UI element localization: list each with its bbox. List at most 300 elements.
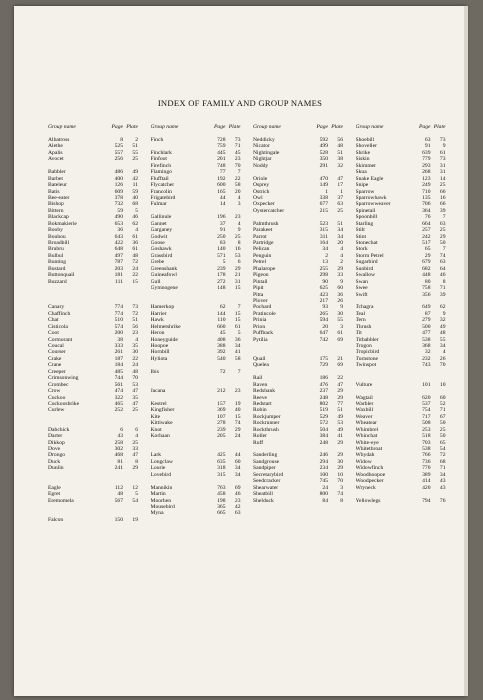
- entry-name: Cisticola: [48, 323, 68, 330]
- entry-page: 83: [219, 240, 226, 246]
- entry-page: 677: [319, 201, 328, 208]
- entry-plate: 74: [439, 252, 446, 259]
- entry-plate: 51: [132, 143, 138, 150]
- entry-plate: 4: [237, 194, 241, 201]
- entry-name: Trogon: [355, 343, 372, 349]
- entry-name: Apalis: [48, 149, 63, 156]
- entry-page: 474: [114, 388, 123, 395]
- entry-page: 279: [422, 317, 431, 324]
- entry-name: Stilt: [355, 227, 365, 234]
- entry-name: Shoebill: [355, 137, 375, 143]
- entry-name: Nightingale: [253, 149, 280, 156]
- entry-page: 32: [424, 349, 431, 356]
- entry-name: Stork: [355, 246, 368, 253]
- entry-page: 201: [217, 156, 226, 163]
- column-header: [48, 124, 151, 137]
- entry-plate: 15: [234, 310, 241, 317]
- entry-page: 763: [217, 484, 226, 491]
- entry-page: 770: [422, 465, 431, 472]
- entry-name: Sandpiper: [253, 465, 276, 472]
- entry-page: 540: [217, 355, 226, 362]
- entry-name: Helmetshrike: [150, 323, 181, 330]
- entry-page: 518: [422, 433, 431, 440]
- entry-page: 14: [219, 201, 226, 208]
- entry-plate: 9: [442, 310, 446, 317]
- entry-name: Knot: [150, 426, 162, 433]
- entry-page: 414: [422, 478, 431, 485]
- entry-plate: 14: [439, 175, 446, 182]
- entry-plate: 73: [234, 137, 241, 143]
- entry-name: Wryneck: [355, 484, 376, 491]
- entry-page: 728: [217, 137, 226, 143]
- entry-name: Quelea: [253, 362, 269, 369]
- entry-page: 499: [319, 143, 328, 150]
- entry-page: 649: [422, 304, 431, 311]
- entry-name: Sandgrouse: [253, 458, 280, 465]
- entry-page: 745: [319, 478, 328, 485]
- entry-page: 759: [217, 143, 226, 150]
- entry-page: 794: [422, 497, 431, 504]
- entry-name: Kingfisher: [150, 407, 175, 414]
- entry-page: 422: [114, 240, 123, 246]
- entry-name: Creeper: [48, 368, 66, 375]
- entry-page: 625: [319, 285, 328, 292]
- entry-name: Warbler: [355, 400, 374, 407]
- entry-name: Fulmar: [150, 201, 167, 208]
- entry-name: Buzzard: [48, 278, 67, 285]
- entry-page: 250: [217, 233, 226, 240]
- entry-name: Godwit: [150, 233, 168, 240]
- entry-name: Rail: [253, 375, 263, 382]
- entry-name: Crimsonwing: [48, 375, 79, 382]
- entry-page: 567: [114, 497, 123, 504]
- entry-plate: 30: [337, 458, 343, 465]
- entry-name: Cuckoo: [48, 394, 66, 401]
- entry-plate: 60: [337, 285, 343, 292]
- entry-page: 148: [217, 285, 226, 292]
- entry-plate: 73: [439, 156, 446, 163]
- index-entry: [48, 517, 151, 523]
- entry-plate: 15: [234, 317, 241, 324]
- entry-name: Hornbill: [150, 349, 170, 356]
- entry-plate: 24: [132, 265, 138, 272]
- entry-plate: 22: [132, 272, 138, 279]
- entry-name: Sparrow: [355, 188, 375, 195]
- entry-name: Waxbill: [355, 407, 374, 414]
- entry-plate: 25: [439, 182, 446, 189]
- entry-plate: 34: [439, 471, 446, 478]
- entry-name: Osprey: [253, 182, 270, 189]
- entry-plate: 9: [442, 143, 446, 150]
- entry-plate: 21: [234, 272, 241, 279]
- entry-plate: 51: [337, 220, 343, 227]
- entry-name: Sheatbill: [253, 491, 273, 498]
- entry-name: Shearwater: [253, 484, 279, 491]
- entry-page: 736: [422, 458, 431, 465]
- entry-plate: 39: [439, 291, 446, 298]
- entry-page: 93: [322, 304, 328, 311]
- entry-page: 664: [422, 220, 431, 227]
- entry-page: 72: [219, 368, 226, 375]
- entry-plate: 34: [439, 343, 446, 349]
- entry-name: Frigatebird: [150, 194, 176, 201]
- index-column: [253, 124, 356, 523]
- entry-page: 234: [319, 465, 328, 472]
- entry-name: Oriole: [253, 175, 268, 182]
- entry-name: Redshank: [253, 388, 276, 395]
- entry-plate: 46: [439, 272, 446, 279]
- entry-page: 368: [422, 343, 431, 349]
- entry-page: 609: [114, 188, 123, 195]
- entry-page: 252: [114, 407, 123, 414]
- entry-page: 779: [422, 156, 431, 163]
- entry-page: 311: [319, 233, 328, 240]
- entry-plate: 31: [439, 162, 446, 169]
- entry-page: 774: [114, 310, 123, 317]
- entry-plate: 4: [135, 433, 138, 440]
- entry-name: Bateleur: [48, 182, 67, 189]
- entry-plate: 4: [442, 349, 446, 356]
- entry-name: Eagle: [48, 484, 61, 491]
- entry-name: Owl: [253, 194, 263, 201]
- entry-name: Shoveller: [355, 143, 377, 150]
- entry-plate: 16: [234, 246, 241, 253]
- entry-plate: 7: [442, 214, 446, 221]
- entry-page: 315: [319, 227, 328, 234]
- entry-page: 200: [114, 330, 123, 337]
- entry-name: Neddicky: [253, 137, 275, 143]
- entry-plate: 30: [337, 310, 343, 317]
- entry-plate: 34: [337, 233, 343, 240]
- index-column: [356, 124, 459, 523]
- entry-page: 528: [319, 149, 328, 156]
- entry-name: Flamingo: [150, 169, 172, 176]
- entry-page: 571: [217, 252, 226, 259]
- entry-page: 594: [319, 317, 328, 324]
- entry-plate: 46: [132, 214, 138, 221]
- entry-name: Teal: [355, 310, 366, 317]
- entry-page: 766: [422, 452, 431, 459]
- entry-page: 187: [114, 355, 123, 362]
- entry-page: 364: [422, 207, 431, 214]
- entry-page: 682: [422, 265, 431, 272]
- entry-name: Swee: [355, 285, 368, 292]
- entry-plate: 7: [442, 246, 446, 253]
- entry-page: 186: [319, 375, 328, 382]
- entry-plate: 46: [234, 491, 241, 498]
- entry-name: Twinspot: [355, 362, 377, 369]
- entry-plate: 40: [234, 407, 241, 414]
- entry-plate: 72: [439, 452, 446, 459]
- entry-name: Avocet: [48, 156, 64, 163]
- entry-page: 350: [319, 156, 328, 163]
- entry-page: 388: [217, 343, 226, 349]
- entry-name: Tchagra: [355, 304, 374, 311]
- entry-name: Whinchat: [355, 433, 378, 440]
- entry-page: 261: [114, 349, 123, 356]
- entry-plate: 69: [337, 362, 343, 369]
- entry-plate: 29: [337, 439, 343, 446]
- entry-plate: 22: [337, 375, 343, 382]
- header-group-name: Group name: [355, 124, 384, 130]
- entry-plate: 16: [439, 194, 446, 201]
- entry-name: Grebe: [150, 259, 165, 266]
- entry-plate: 43: [439, 484, 446, 491]
- entry-name: Heron: [150, 330, 165, 337]
- entry-plate: 61: [132, 246, 138, 253]
- entry-page: 232: [422, 355, 431, 362]
- entry-page: 253: [422, 426, 431, 433]
- entry-name: Boubou: [48, 233, 66, 240]
- entry-page: 140: [217, 246, 226, 253]
- entry-name: Goshawk: [150, 246, 172, 253]
- entry-name: Crow: [48, 388, 61, 395]
- entry-name: Prion: [253, 323, 266, 330]
- entry-name: Yellowlegs: [355, 497, 381, 504]
- entry-plate: 69: [234, 484, 241, 491]
- header-page: Page: [316, 124, 328, 130]
- entry-page: 100: [319, 471, 328, 478]
- entry-page: 272: [217, 278, 226, 285]
- entry-plate: 77: [337, 400, 343, 407]
- entry-page: 400: [114, 175, 123, 182]
- entry-page: 241: [114, 465, 123, 472]
- entry-plate: 38: [337, 156, 343, 163]
- entry-plate: 1: [340, 188, 343, 195]
- entry-page: 87: [424, 310, 431, 317]
- entry-page: 1: [325, 188, 328, 195]
- entry-name: Pelican: [253, 246, 270, 253]
- entry-plate: 71: [439, 407, 446, 414]
- entry-page: 679: [422, 259, 431, 266]
- entry-name: Woodhoopoe: [355, 471, 386, 478]
- entry-name: Whimbrel: [355, 426, 379, 433]
- entry-page: 774: [114, 304, 123, 311]
- entry-page: 497: [114, 252, 123, 259]
- entry-name: Swan: [355, 278, 368, 285]
- entry-plate: 53: [234, 252, 241, 259]
- page-edge: [464, 6, 468, 696]
- entry-plate: 49: [337, 413, 343, 420]
- entry-plate: 62: [439, 304, 446, 311]
- entry-page: 249: [422, 182, 431, 189]
- entry-plate: 22: [132, 355, 138, 362]
- entry-page: 525: [114, 143, 123, 150]
- entry-plate: 47: [132, 452, 138, 459]
- entry-page: 744: [114, 375, 123, 382]
- entry-plate: 64: [439, 265, 446, 272]
- entry-plate: 54: [132, 497, 138, 504]
- entry-page: 510: [114, 317, 123, 324]
- entry-plate: [226, 517, 241, 523]
- entry-plate: 3: [340, 323, 343, 330]
- entry-page: 504: [319, 426, 328, 433]
- entry-plate: 26: [439, 355, 446, 362]
- entry-name: [356, 517, 415, 523]
- entry-name: Stint: [355, 233, 367, 240]
- entry-name: Partridge: [253, 240, 274, 246]
- book-page: [14, 6, 466, 696]
- entry-name: Garganey: [150, 227, 173, 234]
- entry-name: Alethe: [48, 143, 63, 150]
- entry-name: Tropicbird: [355, 349, 380, 356]
- entry-name: Bustard: [48, 265, 66, 272]
- entry-page: 84: [322, 497, 328, 504]
- column-header: [356, 124, 459, 137]
- entry-plate: 56: [132, 323, 138, 330]
- entry-plate: 8: [135, 458, 138, 465]
- entry-page: 315: [217, 471, 226, 478]
- entry-plate: 73: [132, 304, 138, 311]
- entry-name: Martin: [150, 491, 166, 498]
- entry-plate: 52: [439, 400, 446, 407]
- entry-name: Bokmakierie: [48, 220, 77, 227]
- entry-page: 425: [217, 452, 226, 459]
- entry-name: Swallow: [355, 272, 376, 279]
- entry-plate: 19: [132, 516, 138, 523]
- entry-plate: 25: [234, 233, 241, 240]
- entry-name: Seedcracker: [253, 478, 281, 485]
- entry-plate: 4: [237, 220, 241, 227]
- entry-plate: 24: [234, 433, 241, 440]
- entry-name: Sanderling: [253, 452, 278, 459]
- entry-page: 107: [217, 413, 226, 420]
- entry-name: Prinia: [253, 317, 267, 324]
- entry-page: 65: [424, 246, 431, 253]
- entry-page: 215: [319, 207, 328, 214]
- entry-name: Phalarope: [253, 265, 276, 272]
- entry-plate: 63: [439, 220, 446, 227]
- entry-plate: 74: [234, 420, 241, 427]
- entry-page: 20: [322, 323, 328, 330]
- entry-plate: 59: [132, 188, 138, 195]
- entry-page: 111: [115, 278, 123, 285]
- entry-plate: 71: [234, 143, 241, 150]
- index-entry: [356, 517, 459, 523]
- entry-page: 192: [217, 175, 226, 182]
- entry-name: Batis: [48, 188, 60, 195]
- entry-plate: 51: [337, 149, 343, 156]
- entry-name: Hyliota: [150, 355, 168, 362]
- entry-plate: 58: [234, 355, 241, 362]
- entry-plate: 34: [234, 343, 241, 349]
- entry-plate: 10: [439, 381, 446, 388]
- entry-page: 333: [114, 343, 123, 349]
- entry-plate: 71: [439, 465, 446, 472]
- entry-plate: 48: [337, 143, 343, 150]
- entry-page: 369: [217, 407, 226, 414]
- entry-plate: 50: [439, 240, 446, 246]
- entry-name: Shrike: [355, 149, 371, 156]
- entry-name: Babbler: [48, 169, 66, 176]
- entry-page: [312, 517, 328, 523]
- entry-plate: 70: [439, 362, 446, 369]
- entry-plate: 22: [234, 175, 241, 182]
- entry-plate: 44: [234, 452, 241, 459]
- entry-page: 43: [117, 433, 123, 440]
- header-group-name: Group name: [253, 124, 281, 130]
- entry-page: 13: [322, 259, 328, 266]
- entry-plate: 48: [132, 252, 138, 259]
- entry-page: [415, 517, 431, 523]
- entry-plate: 45: [234, 149, 241, 156]
- entry-name: Spinetail: [355, 207, 376, 214]
- entry-plate: 29: [337, 452, 343, 459]
- entry-page: 165: [217, 188, 226, 195]
- entry-name: Woodpecker: [355, 478, 384, 485]
- entry-plate: 15: [234, 413, 241, 420]
- column-header: [151, 124, 254, 137]
- entry-page: 203: [114, 265, 123, 272]
- entry-name: Guineafowl: [150, 272, 177, 279]
- entry-plate: 66: [439, 188, 446, 195]
- entry-plate: 17: [337, 182, 343, 189]
- entry-name: Kite: [150, 413, 161, 420]
- entry-name: Goose: [150, 240, 165, 246]
- entry-name: Bulbul: [48, 252, 64, 259]
- entry-page: 91: [219, 227, 226, 234]
- entry-name: Gull: [150, 278, 161, 285]
- entry-plate: 8: [237, 240, 241, 246]
- entry-page: 572: [319, 420, 328, 427]
- entry-name: Sparrowhawk: [355, 194, 387, 201]
- entry-name: Secretarybird: [253, 471, 284, 478]
- entry-plate: 20: [337, 240, 343, 246]
- entry-plate: 23: [132, 330, 138, 337]
- index-entry: [253, 517, 356, 523]
- entry-page: 477: [422, 330, 431, 337]
- entry-page: 465: [114, 400, 123, 407]
- entry-page: 468: [114, 452, 123, 459]
- entry-page: 80: [424, 278, 431, 285]
- entry-plate: 33: [132, 446, 138, 452]
- entry-plate: 36: [234, 336, 241, 343]
- entry-plate: 19: [234, 400, 241, 407]
- entry-name: Dikkop: [48, 439, 65, 446]
- entry-name: Finchlark: [150, 149, 172, 156]
- entry-page: 144: [217, 310, 226, 317]
- entry-page: 150: [114, 516, 123, 523]
- entry-page: 490: [114, 214, 123, 221]
- entry-name: Chaffinch: [48, 310, 71, 317]
- entry-plate: 5: [237, 330, 241, 337]
- entry-name: Korhaan: [150, 433, 170, 440]
- entry-name: Ibis: [150, 368, 159, 375]
- entry-plate: 29: [337, 394, 343, 401]
- entry-name: Gannet: [150, 220, 167, 227]
- entry-name: Flufftail: [150, 175, 169, 182]
- entry-name: Bishop: [48, 201, 64, 208]
- entry-page: 90: [322, 278, 328, 285]
- entry-plate: [431, 517, 446, 523]
- entry-name: Gymnogene: [150, 285, 178, 292]
- entry-name: Lovebird: [150, 471, 172, 478]
- entry-name: [253, 517, 312, 523]
- entry-page: 729: [319, 362, 328, 369]
- entry-page: 519: [319, 407, 328, 414]
- entry-name: Jacana: [150, 388, 166, 395]
- entry-name: Palmthrush: [253, 220, 279, 227]
- entry-plate: 8: [340, 497, 343, 504]
- entry-plate: 61: [439, 149, 446, 156]
- entry-plate: 29: [337, 388, 343, 395]
- entry-page: 302: [114, 446, 123, 452]
- entry-name: Snake Eagle: [355, 175, 384, 182]
- entry-page: 470: [319, 175, 328, 182]
- entry-plate: 53: [337, 420, 343, 427]
- entry-plate: 10: [337, 471, 343, 478]
- entry-page: 175: [319, 355, 328, 362]
